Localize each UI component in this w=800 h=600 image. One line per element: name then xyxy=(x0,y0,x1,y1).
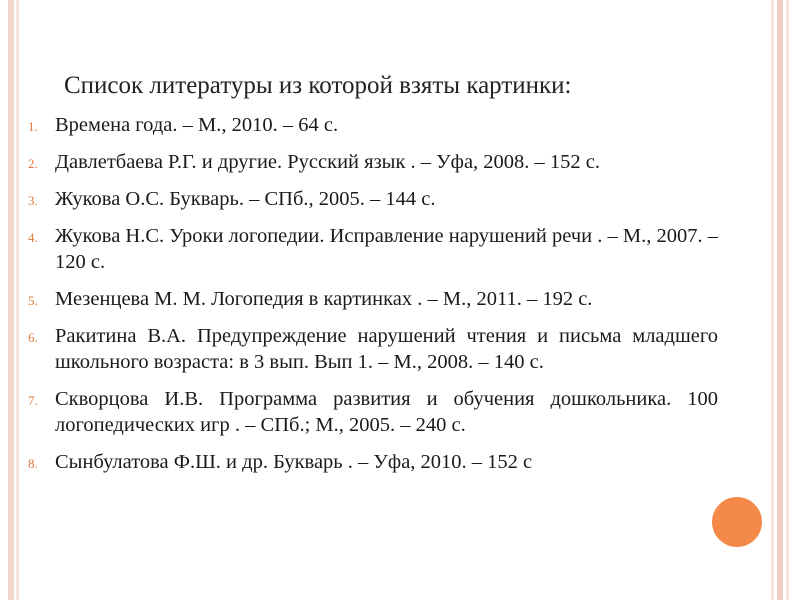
reference-item xyxy=(28,112,718,138)
reference-text: Давлетбаева Р.Г. и другие. Русский язык . – Уфа, 2008. – 152 с. xyxy=(55,151,601,173)
slide-title: Список литературы из которой взяты картинки: xyxy=(64,72,572,99)
list-number: 5. xyxy=(28,293,38,308)
reference-text: Ракитина В.А. Предупреждение нарушений чтения и письма младшего школьного возраста: в 3 вып. Вып 1. – М., 2008. – 140 с. xyxy=(55,325,718,373)
reference-item xyxy=(28,286,718,312)
left-border-stripe-thin xyxy=(16,0,19,600)
left-border-stripe xyxy=(8,0,14,600)
reference-item xyxy=(28,449,718,475)
list-number: 7. xyxy=(28,393,38,408)
right-border-stripe-thin xyxy=(771,0,774,600)
reference-item xyxy=(28,149,718,175)
reference-item xyxy=(28,223,718,275)
reference-item xyxy=(28,186,718,212)
list-number: 1. xyxy=(28,119,38,134)
reference-text: Жукова О.С. Букварь. – СПб., 2005. – 144 с. xyxy=(55,188,436,210)
list-number: 4. xyxy=(28,230,38,245)
list-number: 8. xyxy=(28,456,38,471)
reference-text: Времена года. – М., 2010. – 64 с. xyxy=(55,114,339,136)
right-border-stripe xyxy=(777,0,783,600)
reference-item xyxy=(28,386,718,438)
reference-list xyxy=(28,112,718,486)
right-border-stripe-thin xyxy=(786,0,789,600)
reference-text: Мезенцева М. М. Логопедия в картинках . – М., 2011. – 192 с. xyxy=(55,288,593,310)
reference-item xyxy=(28,323,718,375)
list-number: 6. xyxy=(28,330,38,345)
reference-text: Жукова Н.С. Уроки логопедии. Исправление нарушений речи . – М., 2007. – 120 с. xyxy=(55,225,718,273)
list-number: 3. xyxy=(28,193,38,208)
reference-text: Сынбулатова Ф.Ш. и др. Букварь . – Уфа, 2010. – 152 с xyxy=(55,451,533,473)
reference-text: Скворцова И.В. Программа развития и обучения дошкольника. 100 логопедических игр . – СПб.; М., 2005. – 240 с. xyxy=(55,388,718,436)
list-number: 2. xyxy=(28,156,38,171)
decorative-circle xyxy=(712,497,762,547)
